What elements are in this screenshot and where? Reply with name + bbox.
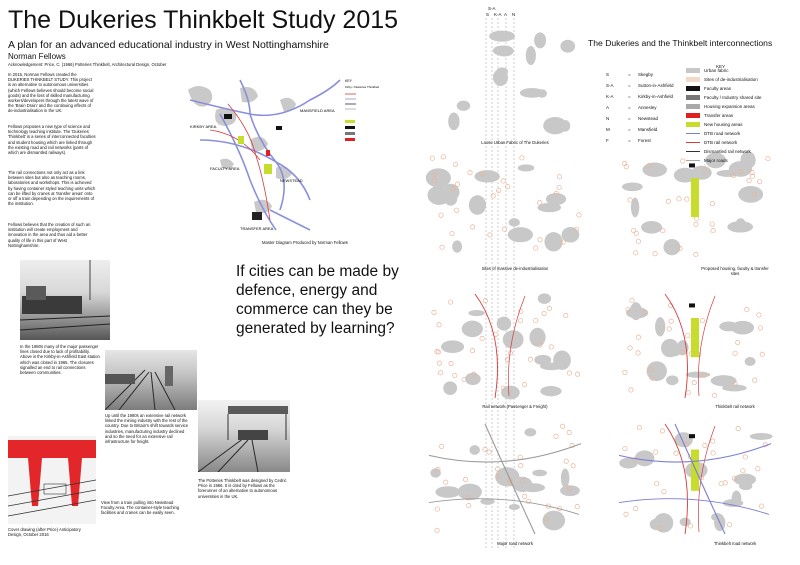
deindustrial-site-marker (662, 489, 666, 493)
deindustrial-site-marker (628, 346, 632, 350)
deindustrial-site-marker (522, 494, 526, 498)
abbreviation-s-a: S-A = Sutton-in-Ashfield (606, 83, 674, 88)
deindustrial-site-marker (518, 319, 522, 323)
map-rail-network (425, 290, 585, 402)
deindustrial-site-marker (654, 450, 658, 454)
urban-blob (469, 445, 480, 455)
line-sample-icon (686, 160, 700, 161)
urban-blob (711, 375, 737, 386)
key-item-dismantled-rail-network: Dismantled rail network (686, 149, 751, 154)
deindustrial-site-marker (723, 481, 727, 485)
urban-blob (452, 240, 462, 252)
deindustrial-site-marker (743, 455, 747, 459)
deindustrial-site-marker (703, 443, 707, 447)
axis-label-s: S (486, 12, 490, 17)
map-caption-thinkbelt-roads: Thinkbelt road network (713, 541, 757, 546)
urban-blob (501, 386, 520, 400)
deindustrial-site-marker (487, 450, 491, 454)
deindustrial-site-marker (677, 197, 681, 201)
deindustrial-site-marker (630, 298, 634, 302)
deindustrial-site-marker (470, 348, 474, 352)
urban-blob (642, 163, 667, 177)
urban-blob (426, 168, 451, 187)
color-swatch-icon (686, 86, 700, 91)
urban-blob (655, 317, 665, 336)
deindustrial-site-marker (633, 506, 637, 510)
map-caption-proposed-sites: Proposed housing, faculty & transfer sites (701, 266, 769, 276)
deindustrial-site-marker (686, 333, 690, 337)
color-swatch-icon (686, 122, 700, 127)
deindustrial-site-marker (483, 298, 487, 302)
photo-rail-network (105, 350, 197, 410)
deindustrial-site-marker (719, 481, 723, 485)
urban-blob (475, 170, 500, 182)
urban-blob (543, 117, 567, 134)
deindustrial-site-marker (534, 318, 538, 322)
key-item-major-roads: Major roads (686, 158, 728, 163)
caption-potteries-thinkbelt: The Potteries Thinkbelt was designed by Cedric Price in 1966. It is cited by Fellows as the forerunner of an alternative to autonomous universities in the UK. (198, 478, 287, 499)
deindustrial-site-marker (667, 327, 671, 331)
deindustrial-site-marker (534, 246, 538, 250)
map-major-roads (425, 420, 585, 538)
color-swatch-icon (686, 104, 700, 109)
deindustrial-site-marker (674, 451, 678, 455)
color-swatch-icon (686, 77, 700, 82)
photo-kirkby-station (20, 260, 110, 340)
deindustrial-site-marker (757, 313, 761, 317)
map-proposed-sites (615, 150, 775, 262)
map-caption-thinkbelt-rail: Thinkbelt rail network (715, 404, 755, 409)
deindustrial-site-marker (437, 361, 441, 365)
deindustrial-site-marker (758, 326, 762, 330)
urban-blob (534, 32, 546, 48)
deindustrial-site-marker (554, 434, 558, 438)
caption-newstead-train: View from a train pulling into Newstead Faculty Area. The container-style teaching facilities and cranes can be easily seen. (101, 500, 180, 516)
color-swatch-icon (686, 95, 700, 100)
map-deindustrialisation (425, 150, 585, 262)
line-sample-icon (686, 151, 700, 152)
deindustrial-site-marker (450, 231, 454, 235)
deindustrial-site-marker (623, 446, 627, 450)
urban-blob (540, 386, 561, 396)
urban-blob (663, 239, 680, 255)
label-kirkby: KIRKBY AREA (190, 124, 217, 129)
urban-blob (544, 232, 562, 251)
deindustrial-site-marker (463, 477, 467, 481)
deindustrial-site-marker (441, 155, 445, 159)
deindustrial-site-marker (631, 228, 635, 232)
key-item-sites-of-de-industrialisation: Sites of de-industrialisation (686, 77, 758, 82)
deindustrial-site-marker (681, 159, 685, 163)
deindustrial-site-marker (710, 439, 714, 443)
abbreviation-k-a: K-A = Kirkby-in-Ashfield (606, 94, 674, 99)
urban-blob (734, 474, 756, 486)
key-item-faculty-industry-shared-site: Faculty / Industry shared site (686, 95, 762, 100)
key-item-faculty-areas: Faculty areas (686, 86, 731, 91)
deindustrial-site-marker (727, 523, 731, 527)
map-thinkbelt-rail (615, 290, 775, 402)
urban-blob (468, 310, 485, 316)
deindustrial-site-marker (654, 481, 658, 485)
deindustrial-site-marker (501, 179, 505, 183)
master-diagram (180, 70, 428, 242)
axis-label-sa: S-A (488, 6, 496, 11)
central-question: If cities can be made by defence, energy and commerce can they be generated by learning? (236, 263, 399, 337)
urban-blob (666, 375, 678, 385)
deindustrial-site-marker (449, 361, 453, 365)
urban-blob (729, 161, 752, 177)
deindustrial-site-marker (629, 388, 633, 392)
poster-title: The Dukeries Thinkbelt Study 2015 (8, 6, 399, 34)
deindustrial-site-marker (571, 464, 575, 468)
deindustrial-site-marker (710, 201, 714, 205)
deindustrial-site-marker (577, 213, 581, 217)
axis-label-ka: K-A (494, 12, 502, 17)
urban-blob (540, 363, 563, 371)
urban-blob (443, 381, 457, 395)
key-item-transfer-areas: Transfer areas (686, 113, 733, 118)
urban-blob (508, 227, 533, 242)
key-heading: KEY (716, 64, 726, 69)
deindustrial-site-marker (522, 382, 526, 386)
urban-blob (532, 470, 547, 477)
abbreviation-s: S = Skegby (606, 72, 654, 77)
urban-blob (526, 46, 536, 65)
deindustrial-site-marker (557, 175, 561, 179)
deindustrial-site-marker (468, 170, 472, 174)
intro-paragraph-1: In 2015, Norman Fellows created the DUKERIES THINKBELT STUDY. This project is an alternative to autonomous universities (which Fellows believes should become social goods) and the loss of skilled manufacturing workers/developers through the latest wave of the 'Brain Drain' and the continuing effects of de-industrialisation in the UK. (8, 72, 94, 114)
map-caption-urban-fabric: Loose Urban Fabric of The Dukeries (481, 140, 549, 145)
map-caption-major-roads: Major road network (497, 541, 533, 546)
deindustrial-site-marker (560, 424, 564, 428)
urban-blob (435, 486, 460, 498)
caption-rail-network: Up until the 1980s an extensive rail network linked the mining industry with the rest of the country. Due to Britain's shift towards service industries, manufacturing industry declined and so the need for an extensive rail infrastructure for freight. (105, 413, 189, 445)
key-item-new-housing-areas: New housing areas (686, 122, 743, 127)
urban-blob (520, 88, 544, 98)
urban-blob (428, 186, 451, 205)
deindustrial-site-marker (564, 313, 568, 317)
urban-blob (496, 46, 514, 57)
deindustrial-site-marker (467, 503, 471, 507)
deindustrial-site-marker (733, 351, 737, 355)
urban-blob (497, 317, 512, 331)
deindustrial-site-marker (437, 323, 441, 327)
faculty-area (689, 163, 695, 167)
urban-blob (518, 164, 535, 171)
deindustrial-site-marker (542, 311, 546, 315)
deindustrial-site-marker (440, 245, 444, 249)
deindustrial-site-marker (736, 426, 740, 430)
deindustrial-site-marker (624, 512, 628, 516)
urban-blob (495, 467, 519, 486)
deindustrial-site-marker (669, 319, 673, 323)
deindustrial-site-marker (760, 352, 764, 356)
deindustrial-site-marker (549, 345, 553, 349)
master-legend-sub: Kirby / Dukeries Thinkbelt (345, 85, 380, 89)
deindustrial-site-marker (694, 222, 698, 226)
new-housing-area (691, 318, 699, 357)
deindustrial-site-marker (700, 318, 704, 322)
deindustrial-site-marker (575, 504, 579, 508)
interconnections-title: The Dukeries and the Thinkbelt interconnections (588, 38, 773, 48)
key-item-housing-expansion-areas: Housing expansion areas (686, 104, 755, 109)
deindustrial-site-marker (455, 182, 459, 186)
intro-paragraph-3: The rail connections not only act as a link between sites but also as teaching rooms, laboratories and workshops. This is achieved by having container styled teaching units which can be lifted by cranes at 'transfer areas' onto or off a train depending on the requirements of the institution. (8, 170, 96, 207)
deindustrial-site-marker (628, 198, 632, 202)
deindustrial-site-marker (745, 307, 749, 311)
deindustrial-site-marker (448, 300, 452, 304)
urban-blob (469, 195, 486, 215)
deindustrial-site-marker (741, 469, 745, 473)
key-item-dtb-road-network: DTB road network (686, 131, 740, 136)
deindustrial-site-marker (505, 184, 509, 188)
urban-blob (561, 468, 570, 487)
axis-label-n: N (512, 12, 516, 17)
deindustrial-site-marker (547, 306, 551, 310)
urban-blob (538, 293, 551, 304)
deindustrial-site-marker (435, 528, 439, 532)
label-transfer: TRANSFER AREA (240, 226, 274, 231)
key-item-urban-fabric: Urban fabric (686, 68, 729, 73)
line-sample-icon (686, 133, 700, 134)
color-swatch-icon (686, 113, 700, 118)
deindustrial-site-marker (567, 371, 571, 375)
deindustrial-site-marker (712, 393, 716, 397)
deindustrial-site-marker (692, 380, 696, 384)
urban-blob (448, 113, 459, 131)
line-sample-icon (686, 142, 700, 143)
color-swatch-icon (686, 68, 700, 73)
urban-blob (462, 321, 483, 337)
photo-potteries-thinkbelt (198, 400, 290, 472)
urban-blob (738, 186, 763, 203)
abbreviation-f: F = Forest (606, 138, 651, 143)
deindustrial-site-marker (502, 227, 506, 231)
deindustrial-site-marker (575, 372, 579, 376)
deindustrial-site-marker (453, 162, 457, 166)
deindustrial-site-marker (634, 231, 638, 235)
urban-blob (509, 504, 520, 510)
caption-cover-drawing: Cover drawing (after Price) Anticipatory Design, October 2016 (8, 527, 81, 538)
urban-blob (723, 499, 743, 507)
deindustrial-site-marker (453, 373, 457, 377)
urban-blob (641, 221, 662, 234)
deindustrial-site-marker (637, 425, 641, 429)
deindustrial-site-marker (694, 252, 698, 256)
deindustrial-site-marker (636, 239, 640, 243)
abbreviation-n: N = Newstead (606, 116, 659, 121)
deindustrial-site-marker (495, 467, 499, 471)
key-item-dtb-rail-network: DTB rail network (686, 140, 737, 145)
map-thinkbelt-roads (615, 420, 775, 538)
deindustrial-site-marker (711, 451, 715, 455)
urban-blob (560, 40, 575, 53)
deindustrial-site-marker (660, 429, 664, 433)
urban-blob (619, 458, 637, 469)
deindustrial-site-marker (623, 370, 627, 374)
deindustrial-site-marker (661, 228, 665, 232)
urban-blob (465, 373, 481, 385)
acknowledgement: Acknowledgement: Price, C. (1966) Potteries Thinkbelt, Architectural Design, October (8, 62, 167, 67)
road-line (619, 499, 769, 515)
deindustrial-site-marker (666, 199, 670, 203)
photo-cover-drawing (8, 436, 96, 524)
urban-blob (441, 340, 464, 353)
deindustrial-site-marker (497, 188, 501, 192)
deindustrial-site-marker (710, 222, 714, 226)
new-housing-area (691, 178, 699, 217)
deindustrial-site-marker (483, 447, 487, 451)
label-faculty: FACULTY AREA (210, 166, 240, 171)
deindustrial-site-marker (519, 464, 523, 468)
intro-paragraph-2: Fellows proposes a new type of science and technology teaching institute. The 'Dukeries Thinkbelt' is a series of interconnected faculties and student housing which are linked through the existing road and rail networks (parts of which are dismantled railways). (8, 124, 96, 156)
faculty-area (689, 303, 695, 307)
deindustrial-site-marker (753, 378, 757, 382)
deindustrial-site-marker (636, 351, 640, 355)
deindustrial-site-marker (435, 507, 439, 511)
master-diagram-caption: Master Diagram Produced by Norman Fellows (262, 240, 348, 245)
deindustrial-site-marker (686, 391, 690, 395)
deindustrial-site-marker (766, 156, 770, 160)
abbreviation-m: M = Mansfield (606, 127, 658, 132)
deindustrial-site-marker (567, 430, 571, 434)
map-caption-deindustrialisation: Sites of massive de-industrialisation (481, 266, 549, 271)
deindustrial-site-marker (470, 225, 474, 229)
deindustrial-site-marker (538, 201, 542, 205)
deindustrial-site-marker (480, 336, 484, 340)
deindustrial-site-marker (685, 197, 689, 201)
deindustrial-site-marker (432, 310, 436, 314)
deindustrial-site-marker (757, 179, 761, 183)
urban-blob (691, 166, 711, 180)
new-housing-area (691, 450, 699, 491)
deindustrial-site-marker (736, 340, 740, 344)
label-mansfield: MANSFIELD AREA (300, 108, 335, 113)
deindustrial-site-marker (634, 251, 638, 255)
master-legend-title: KEY (345, 79, 353, 83)
deindustrial-site-marker (636, 335, 640, 339)
urban-blob (622, 182, 643, 191)
deindustrial-site-marker (759, 504, 763, 508)
deindustrial-site-marker (438, 371, 442, 375)
deindustrial-site-marker (444, 480, 448, 484)
road-line (675, 424, 725, 534)
urban-blob (457, 101, 470, 111)
deindustrial-site-marker (756, 467, 760, 471)
urban-blob (524, 428, 536, 436)
map-caption-rail-network: Rail network (Passenger & Freight) (482, 404, 548, 409)
deindustrial-site-marker (520, 156, 524, 160)
deindustrial-site-marker (430, 156, 434, 160)
faculty-area (689, 434, 695, 438)
deindustrial-site-marker (538, 238, 542, 242)
road-line (429, 444, 581, 462)
intro-paragraph-4: Fellows believes that the creation of such an institution will create employment and innovation in the area and thus aid a better quality of life in this part of West Nottinghamshire. (8, 222, 91, 248)
author-name: Norman Fellows (8, 52, 66, 61)
axis-label-a: A (504, 12, 508, 17)
urban-blob (731, 321, 754, 335)
deindustrial-site-marker (439, 444, 443, 448)
deindustrial-site-marker (518, 455, 522, 459)
urban-blob (750, 433, 773, 440)
poster-subtitle: A plan for an advanced educational industry in West Nottinghamshire (8, 39, 329, 51)
deindustrial-site-marker (488, 233, 492, 237)
urban-blob (509, 218, 520, 226)
urban-blob (736, 218, 745, 226)
urban-blob (626, 307, 648, 318)
urban-blob (489, 31, 515, 42)
abbreviation-a: A = Annesley (606, 105, 657, 110)
deindustrial-site-marker (454, 208, 458, 212)
deindustrial-site-marker (688, 524, 692, 528)
deindustrial-site-marker (711, 228, 715, 232)
deindustrial-site-marker (653, 252, 657, 256)
deindustrial-site-marker (564, 459, 568, 463)
deindustrial-site-marker (747, 178, 751, 182)
map-urban-fabric (440, 24, 590, 142)
urban-blob (745, 357, 756, 366)
urban-blob (496, 67, 508, 76)
deindustrial-site-marker (557, 185, 561, 189)
deindustrial-site-marker (439, 213, 443, 217)
deindustrial-site-marker (528, 357, 532, 361)
caption-kirkby-station: In the 1980s many of the major passenger lines closed due to lack of profitability. Above is the Kirkby-in-Ashfield East station which was closed in 1965. The closures signalled an end to rail connections between communities. (20, 344, 100, 376)
urban-blob (654, 513, 673, 533)
urban-blob (635, 450, 655, 466)
label-newstead: NEWSTEAD (280, 178, 303, 183)
deindustrial-site-marker (491, 194, 495, 198)
